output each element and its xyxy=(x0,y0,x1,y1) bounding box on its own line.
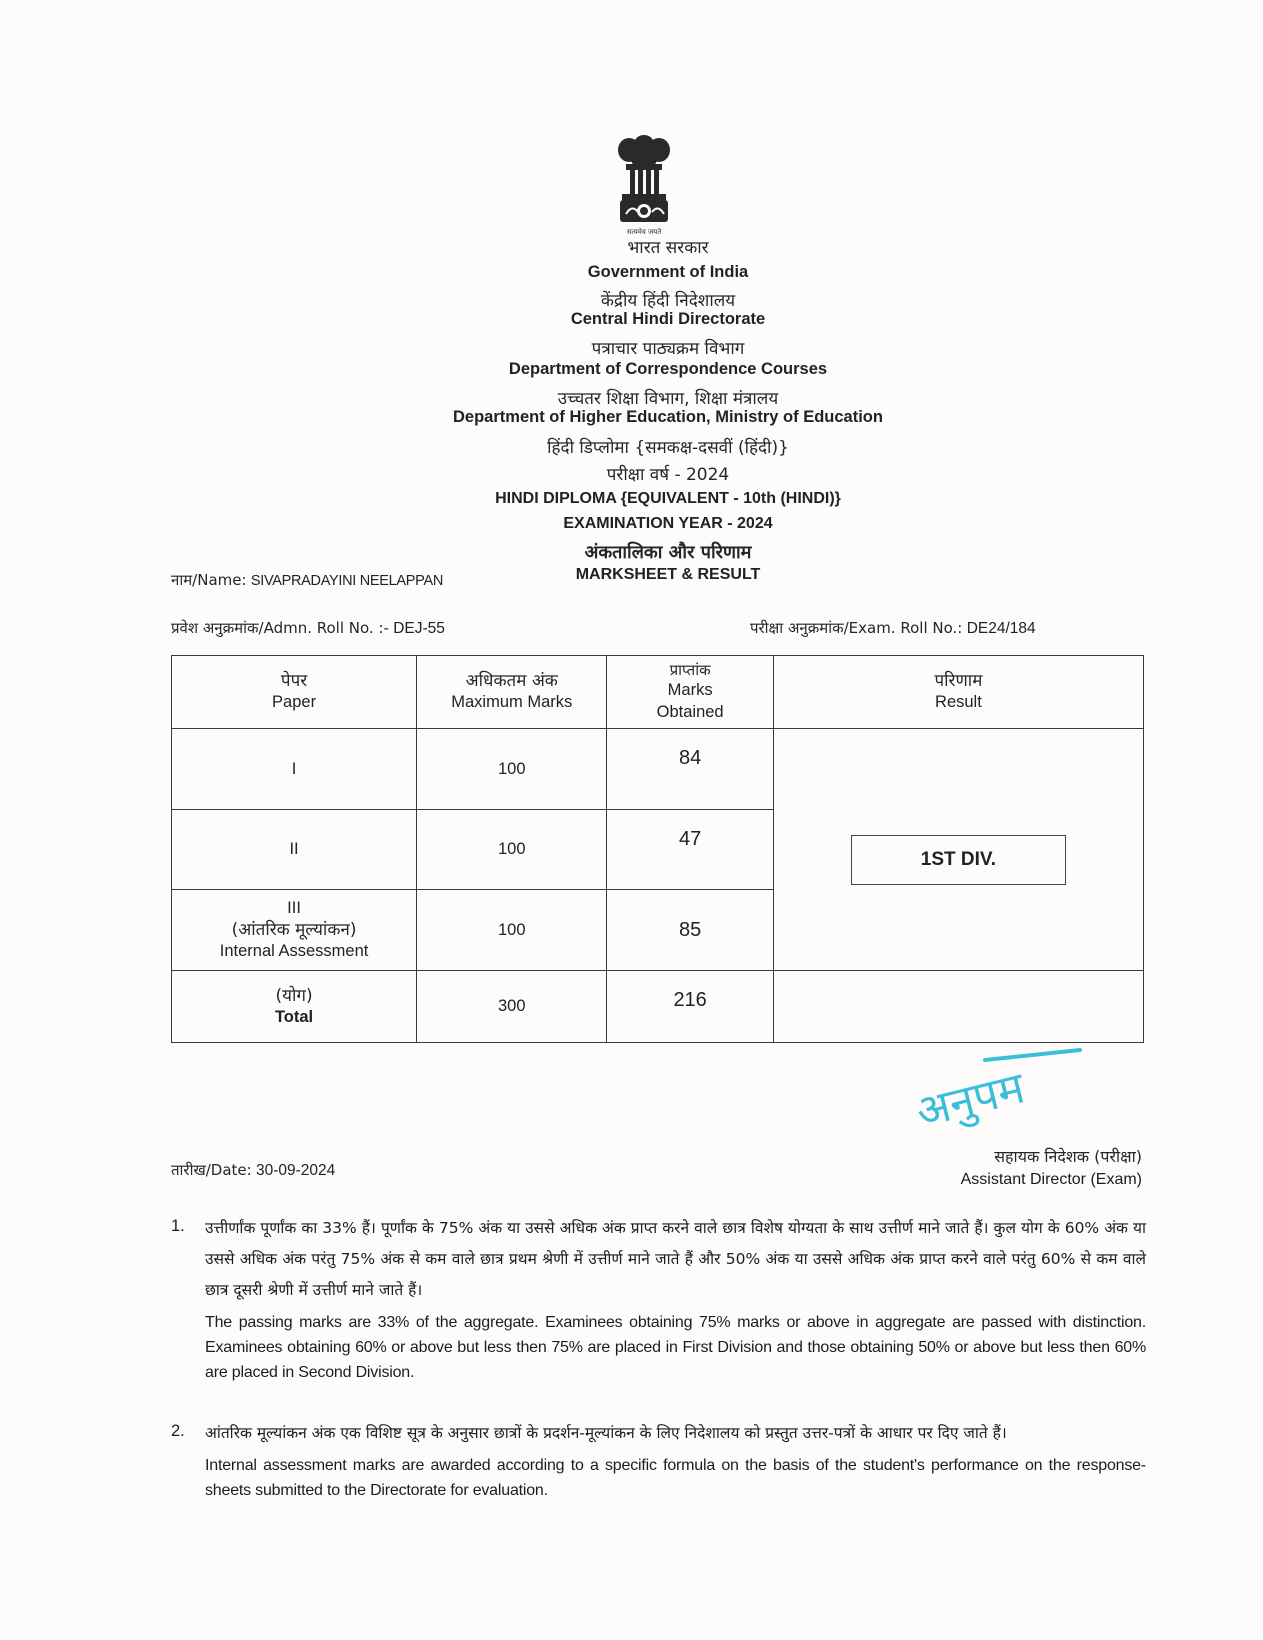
table-total-row xyxy=(172,971,1144,1043)
candidate-name-row xyxy=(171,570,443,590)
admn-roll-row xyxy=(171,618,445,638)
total-result-cell xyxy=(773,971,1143,1043)
admn-roll-label: प्रवेश अनुक्रमांक/Admn. Roll No. :- xyxy=(171,619,389,637)
note-1 xyxy=(171,1213,1146,1385)
note-number: 2. xyxy=(171,1422,185,1440)
note-english: The passing marks are 33% of the aggregate. Examinees obtaining 75% marks or above in aggregate are passed with distinction. Examinees obtaining 60% or above but less then 75% are placed in First Division and those obtaining 50% or above but less then 60% are placed in Second Division. xyxy=(205,1314,1146,1381)
signature-text: अनुपम xyxy=(911,1062,1030,1128)
note-hindi: आंतरिक मूल्यांकन अंक एक विशिष्ट सूत्र के अनुसार छात्रों के प्रदर्शन-मूल्यांकन के लिए निदेशालय को प्रस्तुत उत्तर-पत्रों के आधार पर दिए जाते हैं। xyxy=(205,1424,1007,1442)
total-max-cell: 300 xyxy=(417,971,607,1043)
note-english: Internal assessment marks are awarded according to a specific formula on the basis of the student's performance on the response- sheets submitted to the Directorate for evaluation. xyxy=(205,1457,1146,1499)
gov-english: Government of India xyxy=(587,263,749,281)
header-paper: पेपर Paper xyxy=(172,656,417,729)
candidate-name: SIVAPRADAYINI NEELAPPAN xyxy=(250,573,443,589)
date-value: 30-09-2024 xyxy=(256,1162,336,1179)
ministry-hindi: उच्चतर शिक्षा विभाग, शिक्षा मंत्रालय xyxy=(557,389,779,409)
course-english: HINDI DIPLOMA {EQUIVALENT - 10th (HINDI)} xyxy=(495,490,841,507)
marks-table xyxy=(171,655,1144,1043)
signature-icon xyxy=(905,1048,1095,1128)
max-marks-cell: 100 xyxy=(417,810,607,890)
note-2 xyxy=(171,1418,1146,1503)
result-cell xyxy=(773,729,1143,971)
table-row xyxy=(172,729,1144,810)
gov-hindi: भारत सरकार xyxy=(627,238,709,258)
paper-cell: I xyxy=(172,729,417,810)
paper-cell: II xyxy=(172,810,417,890)
department-hindi: पत्राचार पाठ्यक्रम विभाग xyxy=(591,339,745,359)
doc-title-english: MARKSHEET & RESULT xyxy=(575,566,761,583)
date-label: तारीख/Date: xyxy=(171,1161,252,1179)
exam-year-english: EXAMINATION YEAR - 2024 xyxy=(563,515,773,532)
doc-title-hindi: अंकतालिका और परिणाम xyxy=(584,542,752,563)
department-english: Department of Correspondence Courses xyxy=(508,360,828,378)
max-marks-cell: 100 xyxy=(417,890,607,971)
exam-roll-value: DE24/184 xyxy=(966,620,1036,637)
total-label-cell: (योग) Total xyxy=(172,971,417,1043)
max-marks-cell: 100 xyxy=(417,729,607,810)
directorate-english: Central Hindi Directorate xyxy=(570,310,766,328)
ministry-english: Department of Higher Education, Ministry of Education xyxy=(453,408,883,426)
signatory-hindi: सहायक निदेशक (परीक्षा) xyxy=(994,1147,1142,1166)
total-obtained-cell: 216 xyxy=(607,971,773,1043)
header-result: परिणाम Result xyxy=(773,656,1143,729)
admn-roll-value: DEJ-55 xyxy=(393,620,445,637)
exam-year-hindi: परीक्षा वर्ष - 2024 xyxy=(606,465,730,485)
obtained-cell: 47 xyxy=(607,810,773,890)
name-label: नाम/Name: xyxy=(171,571,247,589)
header-marks-obtained: प्राप्तांक Marks Obtained xyxy=(607,656,773,729)
header-maximum-marks: अधिकतम अंक Maximum Marks xyxy=(417,656,607,729)
note-hindi: उत्तीर्णांक पूर्णांक का 33% हैं। पूर्णांक के 75% अंक या उससे अधिक अंक प्राप्त करने वाले छात्र विशेष योग्यता के साथ उत्तीर्ण माने जाते हैं। कुल योग के 60% अंक या उससे अधिक अंक परंतु 75% अंक से कम वाले छात्र प्रथम श्रेणी में उत्तीर्ण माने जाते हैं और 50% अंक या उससे अधिक अंक प्राप्त करने वाले परंतु 60% से कम वाले छात्र दूसरी श्रेणी में उत्तीर्ण माने जाते हैं। xyxy=(205,1219,1146,1299)
table-header-row xyxy=(172,656,1144,729)
date-row xyxy=(171,1160,335,1180)
exam-roll-row xyxy=(750,618,1036,638)
note-number: 1. xyxy=(171,1217,185,1235)
national-emblem-icon xyxy=(604,128,684,240)
directorate-hindi: केंद्रीय हिंदी निदेशालय xyxy=(600,291,736,311)
signatory-english: Assistant Director (Exam) xyxy=(960,1171,1142,1188)
obtained-cell: 84 xyxy=(607,729,773,810)
obtained-cell: 85 xyxy=(607,890,773,971)
emblem-motto: सत्यमेव जयते xyxy=(626,228,662,236)
paper-cell: III (आंतरिक मूल्यांकन) Internal Assessment xyxy=(172,890,417,971)
exam-roll-label: परीक्षा अनुक्रमांक/Exam. Roll No.: xyxy=(750,619,963,637)
result-badge: 1ST DIV. xyxy=(851,835,1066,885)
course-hindi: हिंदी डिप्लोमा {समकक्ष-दसवीं (हिंदी)} xyxy=(547,438,789,458)
